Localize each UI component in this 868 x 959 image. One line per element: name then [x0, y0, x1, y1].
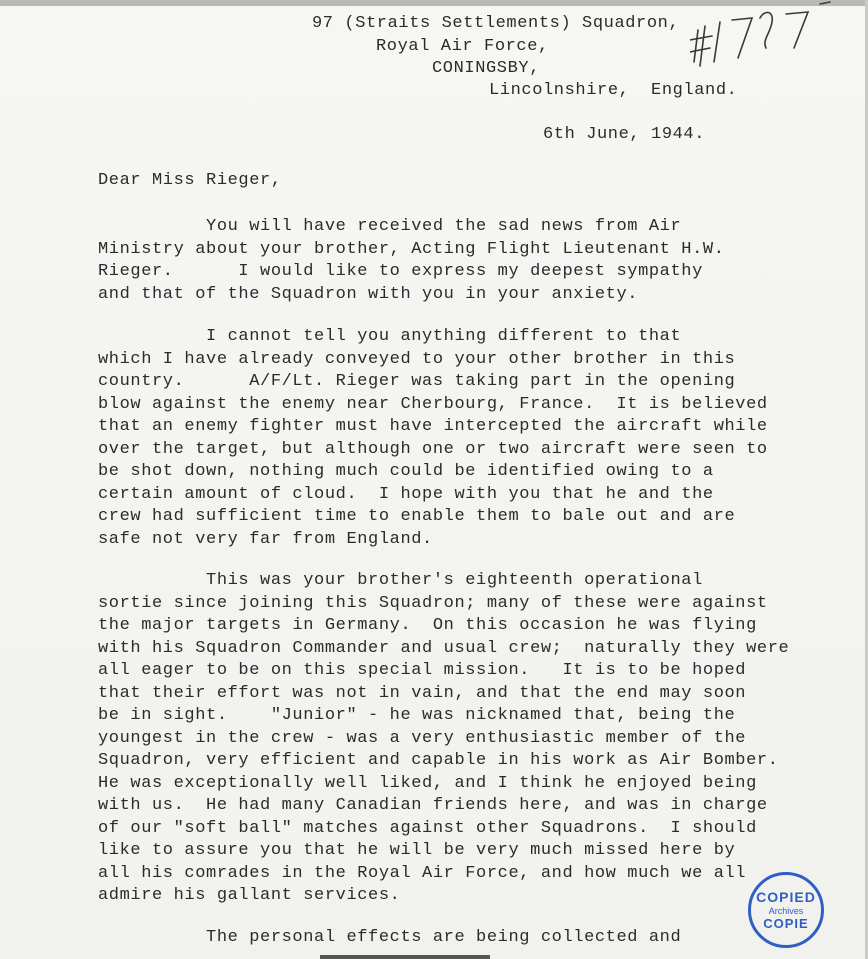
- paragraph-4: The personal effects are being collected and: [98, 928, 682, 947]
- salutation: Dear Miss Rieger,: [98, 171, 282, 190]
- paragraph-3: This was your brother's eighteenth operational sortie since joining this Squadron; many of these were against the major targets in Germany. On this occasion he was flying with his Squadron Commander and usual crew; naturally they were all eager to be on this special mission. It is to be hoped that their effort was not in vain, and that the end may soon be in sight. "Junior" - he was nicknamed that, being the youngest in the crew - was a very enthusiastic member of the Squadron, very efficient and capable in his work as Air Bomber. He was exceptionally well liked, and I think he enjoyed being with us. He had many Canadian friends here, and was in charge of our "soft ball" matches against other Squadrons. I should like to assure you that he will be very much missed here by all his comrades in the Royal Air Force, and how much we all admire his gallant services.: [98, 571, 790, 905]
- paragraph-2: I cannot tell you anything different to that which I have already conveyed to your other brother in this country. A/F/Lt. Rieger was taking part in the opening blow against the enemy near Cherbourg, France. It is believed that an enemy fighter must have intercepted the aircraft while over the target, but although one or two aircraft were seen to be shot down, nothing much could be identified owing to a certain amount of cloud. I hope with you that he and the crew had sufficient time to enable them to bale out and are safe not very far from England.: [98, 327, 768, 549]
- letterhead-squadron: 97 (Straits Settlements) Squadron,: [312, 14, 680, 33]
- stamp-top-text: COPIED: [756, 889, 816, 905]
- letterhead-station: CONINGSBY,: [432, 59, 541, 78]
- stamp-middle-text: Archives: [768, 906, 804, 916]
- letter-date: 6th June, 1944.: [543, 125, 706, 144]
- paragraph-1: You will have received the sad news from Air Ministry about your brother, Acting Flight Lieutenant H.W. Rieger. I would like to express my deepest sympathy and that of the Squadron with you in your anxiety.: [98, 217, 725, 304]
- letterhead-raf: Royal Air Force,: [376, 37, 549, 56]
- archives-copied-stamp: [748, 872, 824, 948]
- scan-bottom-mark: [320, 955, 490, 959]
- letterhead-county: Lincolnshire, England.: [489, 81, 738, 100]
- stamp-bottom-text: COPIE: [763, 916, 809, 931]
- handwritten-reference-mark: [690, 0, 840, 70]
